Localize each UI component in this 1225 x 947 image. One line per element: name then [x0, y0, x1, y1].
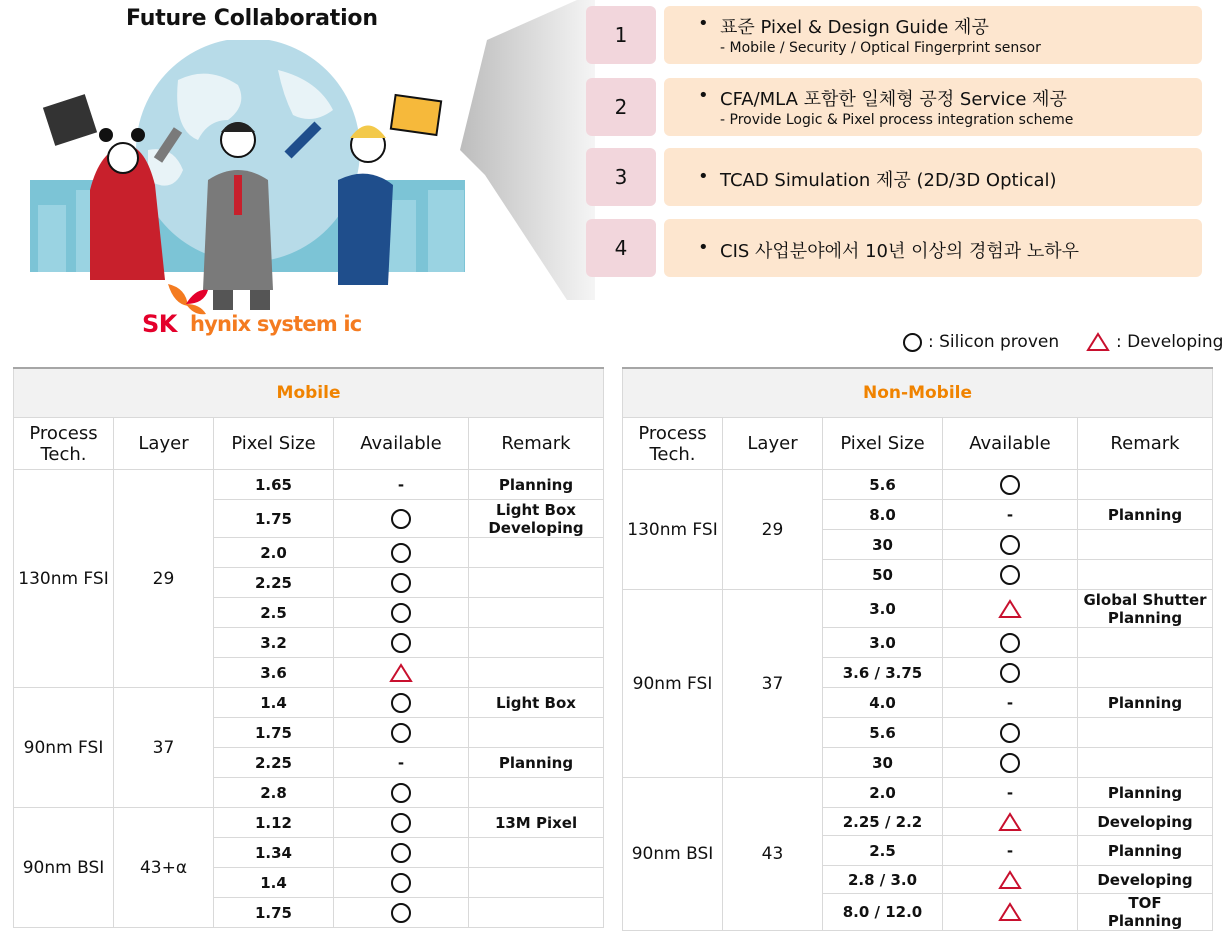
table-row — [623, 778, 1213, 808]
available-cell — [943, 628, 1078, 658]
legend-developing — [1086, 332, 1223, 352]
pixel-size-cell: 2.25 / 2.2 — [823, 808, 943, 836]
pixel-size-cell: 3.6 — [214, 658, 334, 688]
non-mobile-table-title: Non-Mobile — [623, 368, 1213, 418]
available-cell — [334, 598, 469, 628]
available-cell — [334, 868, 469, 898]
pixel-size-cell: 3.0 — [823, 628, 943, 658]
circle-icon — [391, 783, 411, 803]
remark-cell: Planning — [469, 470, 604, 500]
item-number: 3 — [586, 148, 656, 206]
pixel-size-cell: 1.75 — [214, 718, 334, 748]
pixel-size-cell: 2.25 — [214, 748, 334, 778]
circle-icon — [1000, 565, 1020, 585]
available-cell: - — [334, 748, 469, 778]
circle-icon — [391, 903, 411, 923]
pixel-size-cell: 2.0 — [214, 538, 334, 568]
remark-cell — [469, 598, 604, 628]
pixel-size-cell: 2.8 — [214, 778, 334, 808]
col-layer: Layer — [723, 418, 823, 470]
circle-icon — [391, 873, 411, 893]
pixel-size-cell: 2.25 — [214, 568, 334, 598]
non-mobile-table — [622, 367, 1213, 931]
item-box — [664, 78, 1202, 136]
item-box — [664, 219, 1202, 277]
circle-icon — [391, 543, 411, 563]
remark-cell — [1078, 718, 1213, 748]
item-main-text: • CFA/MLA 포함한 일체형 공정 Service 제공 — [720, 85, 1067, 111]
item-number: 1 — [586, 6, 656, 64]
remark-cell — [469, 628, 604, 658]
legend-proven — [903, 332, 1059, 352]
remark-cell: Planning — [1078, 688, 1213, 718]
triangle-icon — [998, 812, 1022, 832]
remark-cell — [1078, 530, 1213, 560]
col-remark: Remark — [469, 418, 604, 470]
remark-cell — [1078, 658, 1213, 688]
remark-cell: Planning — [1078, 836, 1213, 866]
logo-brand: SK — [142, 310, 177, 338]
circle-icon — [1000, 753, 1020, 773]
mobile-table — [13, 367, 604, 928]
layer-cell: 29 — [723, 470, 823, 590]
available-cell — [334, 808, 469, 838]
col-layer: Layer — [114, 418, 214, 470]
item-main-text: • 표준 Pixel & Design Guide 제공 — [720, 13, 989, 39]
layer-cell: 43+α — [114, 808, 214, 928]
available-cell — [334, 898, 469, 928]
pixel-size-cell: 1.4 — [214, 688, 334, 718]
available-cell — [943, 808, 1078, 836]
legend-developing-label: : Developing — [1116, 332, 1224, 352]
pixel-size-cell: 30 — [823, 530, 943, 560]
table-row — [14, 688, 604, 718]
circle-icon — [391, 813, 411, 833]
available-cell — [943, 866, 1078, 894]
circle-icon — [391, 723, 411, 743]
triangle-icon — [998, 599, 1022, 619]
layer-cell: 29 — [114, 470, 214, 688]
pixel-size-cell: 3.0 — [823, 590, 943, 628]
circle-icon — [391, 693, 411, 713]
col-remark: Remark — [1078, 418, 1213, 470]
legend-proven-label: : Silicon proven — [928, 332, 1060, 352]
process-cell: 130nm FSI — [14, 470, 114, 688]
pixel-size-cell: 3.6 / 3.75 — [823, 658, 943, 688]
remark-cell — [469, 718, 604, 748]
pixel-size-cell: 1.4 — [214, 868, 334, 898]
remark-cell: Planning — [1078, 500, 1213, 530]
available-cell — [334, 500, 469, 538]
triangle-icon — [998, 902, 1022, 922]
remark-cell: Light Box Developing — [469, 500, 604, 538]
circle-icon — [1000, 633, 1020, 653]
col-process: Process Tech. — [14, 418, 114, 470]
available-cell — [334, 628, 469, 658]
col-available: Available — [943, 418, 1078, 470]
available-cell — [943, 748, 1078, 778]
col-pixel-size: Pixel Size — [214, 418, 334, 470]
pixel-size-cell: 1.12 — [214, 808, 334, 838]
remark-cell: TOF Planning — [1078, 894, 1213, 931]
layer-cell: 37 — [114, 688, 214, 808]
available-cell — [334, 718, 469, 748]
remark-cell: 13M Pixel — [469, 808, 604, 838]
circle-icon — [903, 333, 922, 352]
item-main-text: • TCAD Simulation 제공 (2D/3D Optical) — [720, 166, 1057, 192]
available-cell — [334, 778, 469, 808]
remark-cell — [469, 898, 604, 928]
remark-cell: Planning — [1078, 778, 1213, 808]
pixel-size-cell: 5.6 — [823, 470, 943, 500]
pixel-size-cell: 1.75 — [214, 898, 334, 928]
pixel-size-cell: 2.5 — [823, 836, 943, 866]
remark-cell: Light Box — [469, 688, 604, 718]
triangle-icon — [389, 663, 413, 683]
mobile-table-title: Mobile — [14, 368, 604, 418]
available-cell — [334, 688, 469, 718]
circle-icon — [1000, 723, 1020, 743]
available-cell — [943, 894, 1078, 931]
available-cell — [943, 560, 1078, 590]
triangle-icon — [998, 870, 1022, 890]
pixel-size-cell: 1.65 — [214, 470, 334, 500]
company-logo — [142, 282, 362, 338]
process-cell: 90nm FSI — [14, 688, 114, 808]
col-available: Available — [334, 418, 469, 470]
circle-icon — [391, 603, 411, 623]
circle-icon — [1000, 535, 1020, 555]
remark-cell — [469, 778, 604, 808]
item-number: 4 — [586, 219, 656, 277]
available-cell: - — [943, 688, 1078, 718]
circle-icon — [391, 843, 411, 863]
layer-cell: 37 — [723, 590, 823, 778]
collaboration-illustration — [28, 40, 468, 315]
item-number: 2 — [586, 78, 656, 136]
remark-cell: Planning — [469, 748, 604, 778]
logo-name: hynix system ic — [190, 312, 362, 336]
available-cell — [943, 530, 1078, 560]
process-cell: 90nm FSI — [623, 590, 723, 778]
process-cell: 90nm BSI — [14, 808, 114, 928]
available-cell — [943, 658, 1078, 688]
remark-cell — [1078, 748, 1213, 778]
circle-icon — [391, 633, 411, 653]
available-cell — [334, 658, 469, 688]
available-cell: - — [334, 470, 469, 500]
pointer-shape — [455, 0, 595, 300]
remark-cell — [1078, 628, 1213, 658]
item-sub-text: - Provide Logic & Pixel process integration scheme — [720, 112, 1074, 128]
circle-icon — [1000, 475, 1020, 495]
circle-icon — [391, 573, 411, 593]
pixel-size-cell: 1.34 — [214, 838, 334, 868]
remark-cell — [469, 568, 604, 598]
remark-cell — [1078, 470, 1213, 500]
pixel-size-cell: 3.2 — [214, 628, 334, 658]
available-cell — [334, 838, 469, 868]
pixel-size-cell: 2.5 — [214, 598, 334, 628]
item-box — [664, 6, 1202, 64]
remark-cell: Global Shutter Planning — [1078, 590, 1213, 628]
remark-cell: Developing — [1078, 866, 1213, 894]
pixel-size-cell: 5.6 — [823, 718, 943, 748]
pixel-size-cell: 30 — [823, 748, 943, 778]
process-cell: 90nm BSI — [623, 778, 723, 931]
available-cell: - — [943, 836, 1078, 866]
pixel-size-cell: 50 — [823, 560, 943, 590]
table-row — [623, 470, 1213, 500]
pixel-size-cell: 2.0 — [823, 778, 943, 808]
available-cell: - — [943, 778, 1078, 808]
remark-cell — [469, 838, 604, 868]
available-cell — [334, 568, 469, 598]
col-pixel-size: Pixel Size — [823, 418, 943, 470]
pixel-size-cell: 8.0 — [823, 500, 943, 530]
circle-icon — [1000, 663, 1020, 683]
available-cell — [943, 470, 1078, 500]
layer-cell: 43 — [723, 778, 823, 931]
circle-icon — [391, 509, 411, 529]
remark-cell — [469, 658, 604, 688]
available-cell — [334, 538, 469, 568]
remark-cell: Developing — [1078, 808, 1213, 836]
pixel-size-cell: 4.0 — [823, 688, 943, 718]
table-row — [623, 590, 1213, 628]
pixel-size-cell: 8.0 / 12.0 — [823, 894, 943, 931]
pixel-size-cell: 2.8 / 3.0 — [823, 866, 943, 894]
process-cell: 130nm FSI — [623, 470, 723, 590]
remark-cell — [1078, 560, 1213, 590]
col-process: Process Tech. — [623, 418, 723, 470]
triangle-icon — [1086, 332, 1110, 352]
available-cell: - — [943, 500, 1078, 530]
table-row — [14, 470, 604, 500]
item-sub-text: - Mobile / Security / Optical Fingerprint sensor — [720, 40, 1041, 56]
available-cell — [943, 718, 1078, 748]
pixel-size-cell: 1.75 — [214, 500, 334, 538]
remark-cell — [469, 538, 604, 568]
page-title: Future Collaboration — [126, 6, 378, 31]
table-row — [14, 808, 604, 838]
remark-cell — [469, 868, 604, 898]
available-cell — [943, 590, 1078, 628]
item-box — [664, 148, 1202, 206]
item-main-text: • CIS 사업분야에서 10년 이상의 경험과 노하우 — [720, 237, 1079, 263]
